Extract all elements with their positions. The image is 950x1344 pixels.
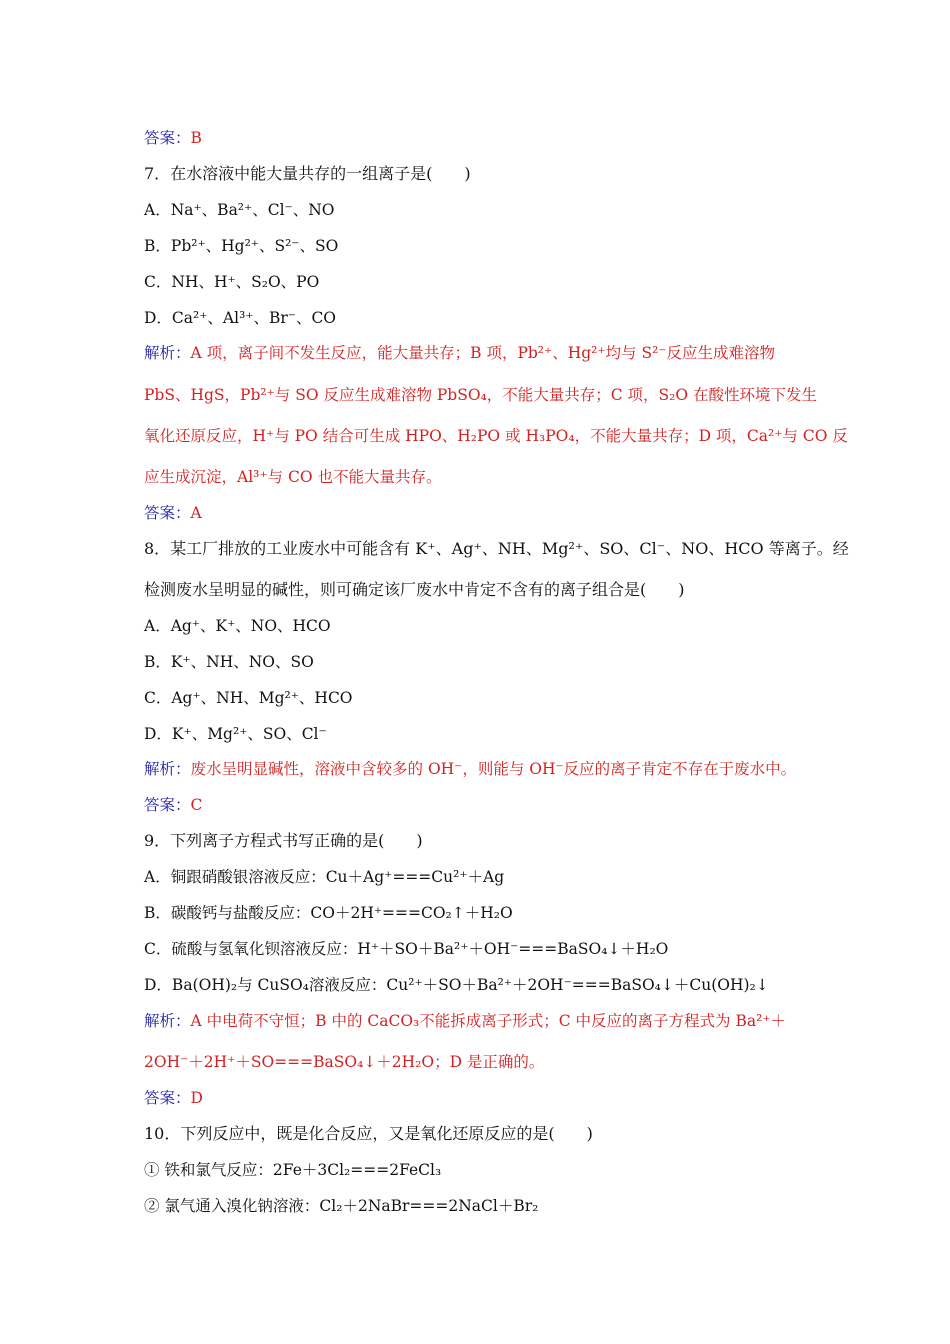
answer-6 bbox=[144, 128, 824, 148]
question-8-option-b: B．K⁺、NH、NO、SO bbox=[144, 653, 314, 671]
answer-9 bbox=[144, 1088, 824, 1108]
answer-label: 答案： bbox=[144, 796, 191, 814]
question-8-option-c: C．Ag⁺、NH、Mg²⁺、HCO bbox=[144, 689, 353, 707]
question-7-explanation-line-1 bbox=[144, 343, 824, 363]
question-9-explanation-line-1 bbox=[144, 1011, 824, 1031]
question-10-stem: 10．下列反应中，既是化合反应，又是氧化还原反应的是( ) bbox=[144, 1124, 593, 1143]
question-9-option-c: C．硫酸与氢氧化钡溶液反应：H⁺＋SO＋Ba²⁺＋OH⁻===BaSO₄↓＋H₂O bbox=[144, 940, 669, 958]
question-7-option-b: B．Pb²⁺、Hg²⁺、S²⁻、SO bbox=[144, 237, 339, 255]
question-10-item-2: ② 氯气通入溴化钠溶液：Cl₂＋2NaBr===2NaCl＋Br₂ bbox=[144, 1197, 539, 1215]
question-7-option-a: A．Na⁺、Ba²⁺、Cl⁻、NO bbox=[144, 201, 335, 219]
question-8-option-a: A．Ag⁺、K⁺、NO、HCO bbox=[144, 617, 331, 635]
question-9-option-b: B．碳酸钙与盐酸反应：CO＋2H⁺===CO₂↑＋H₂O bbox=[144, 904, 513, 922]
question-7-explanation-line-4: 应生成沉淀，Al³⁺与 CO 也不能大量共存。 bbox=[144, 468, 442, 486]
explanation-label: 解析： bbox=[144, 760, 191, 778]
question-7-explanation-line-2: PbS、HgS，Pb²⁺与 SO 反应生成难溶物 PbSO₄，不能大量共存；C 项，S₂O 在酸性环境下发生 bbox=[144, 386, 818, 404]
answer-7 bbox=[144, 503, 824, 523]
explanation-text: A 项，离子间不发生反应，能大量共存；B 项，Pb²⁺、Hg²⁺均与 S²⁻反应生成难溶物 bbox=[190, 344, 775, 362]
explanation-label: 解析： bbox=[144, 344, 191, 362]
answer-value: C bbox=[190, 796, 203, 814]
answer-8 bbox=[144, 795, 824, 815]
question-8-option-d: D．K⁺、Mg²⁺、SO、Cl⁻ bbox=[144, 725, 327, 743]
explanation-text: A 中电荷不守恒；B 中的 CaCO₃不能拆成离子形式；C 中反应的离子方程式为 Ba²⁺＋ bbox=[190, 1012, 787, 1030]
answer-label: 答案： bbox=[144, 1089, 191, 1107]
question-10-item-1: ① 铁和氯气反应：2Fe＋3Cl₂===2FeCl₃ bbox=[144, 1161, 442, 1179]
explanation-label: 解析： bbox=[144, 1012, 191, 1030]
answer-value: B bbox=[190, 129, 202, 147]
question-7-option-c: C．NH、H⁺、S₂O、PO bbox=[144, 273, 320, 291]
answer-label: 答案： bbox=[144, 129, 191, 147]
question-8-stem-line-1: 8．某工厂排放的工业废水中可能含有 K⁺、Ag⁺、NH、Mg²⁺、SO、Cl⁻、NO、HCO 等离子。经 bbox=[144, 539, 849, 558]
question-7-option-d: D．Ca²⁺、Al³⁺、Br⁻、CO bbox=[144, 309, 337, 327]
question-9-option-a: A．铜跟硝酸银溶液反应：Cu＋Ag⁺===Cu²⁺＋Ag bbox=[144, 868, 505, 886]
answer-label: 答案： bbox=[144, 504, 191, 522]
question-9-stem: 9．下列离子方程式书写正确的是( ) bbox=[144, 831, 423, 850]
question-9-explanation-line-2: 2OH⁻＋2H⁺＋SO===BaSO₄↓＋2H₂O；D 是正确的。 bbox=[144, 1053, 545, 1071]
answer-value: D bbox=[190, 1089, 203, 1107]
question-9-option-d: D．Ba(OH)₂与 CuSO₄溶液反应：Cu²⁺＋SO＋Ba²⁺＋2OH⁻===BaSO₄↓＋Cu(OH)₂↓ bbox=[144, 976, 769, 994]
question-8-explanation bbox=[144, 759, 824, 779]
question-7-explanation-line-3: 氧化还原反应，H⁺与 PO 结合可生成 HPO、H₂PO 或 H₃PO₄，不能大量共存；D 项，Ca²⁺与 CO 反 bbox=[144, 427, 848, 445]
question-7-stem: 7．在水溶液中能大量共存的一组离子是( ) bbox=[144, 164, 471, 183]
answer-value: A bbox=[190, 504, 202, 522]
question-8-stem-line-2: 检测废水呈明显的碱性，则可确定该厂废水中肯定不含有的离子组合是( ) bbox=[144, 580, 685, 599]
explanation-text: 废水呈明显碱性，溶液中含较多的 OH⁻，则能与 OH⁻反应的离子肯定不存在于废水中。 bbox=[190, 760, 797, 778]
